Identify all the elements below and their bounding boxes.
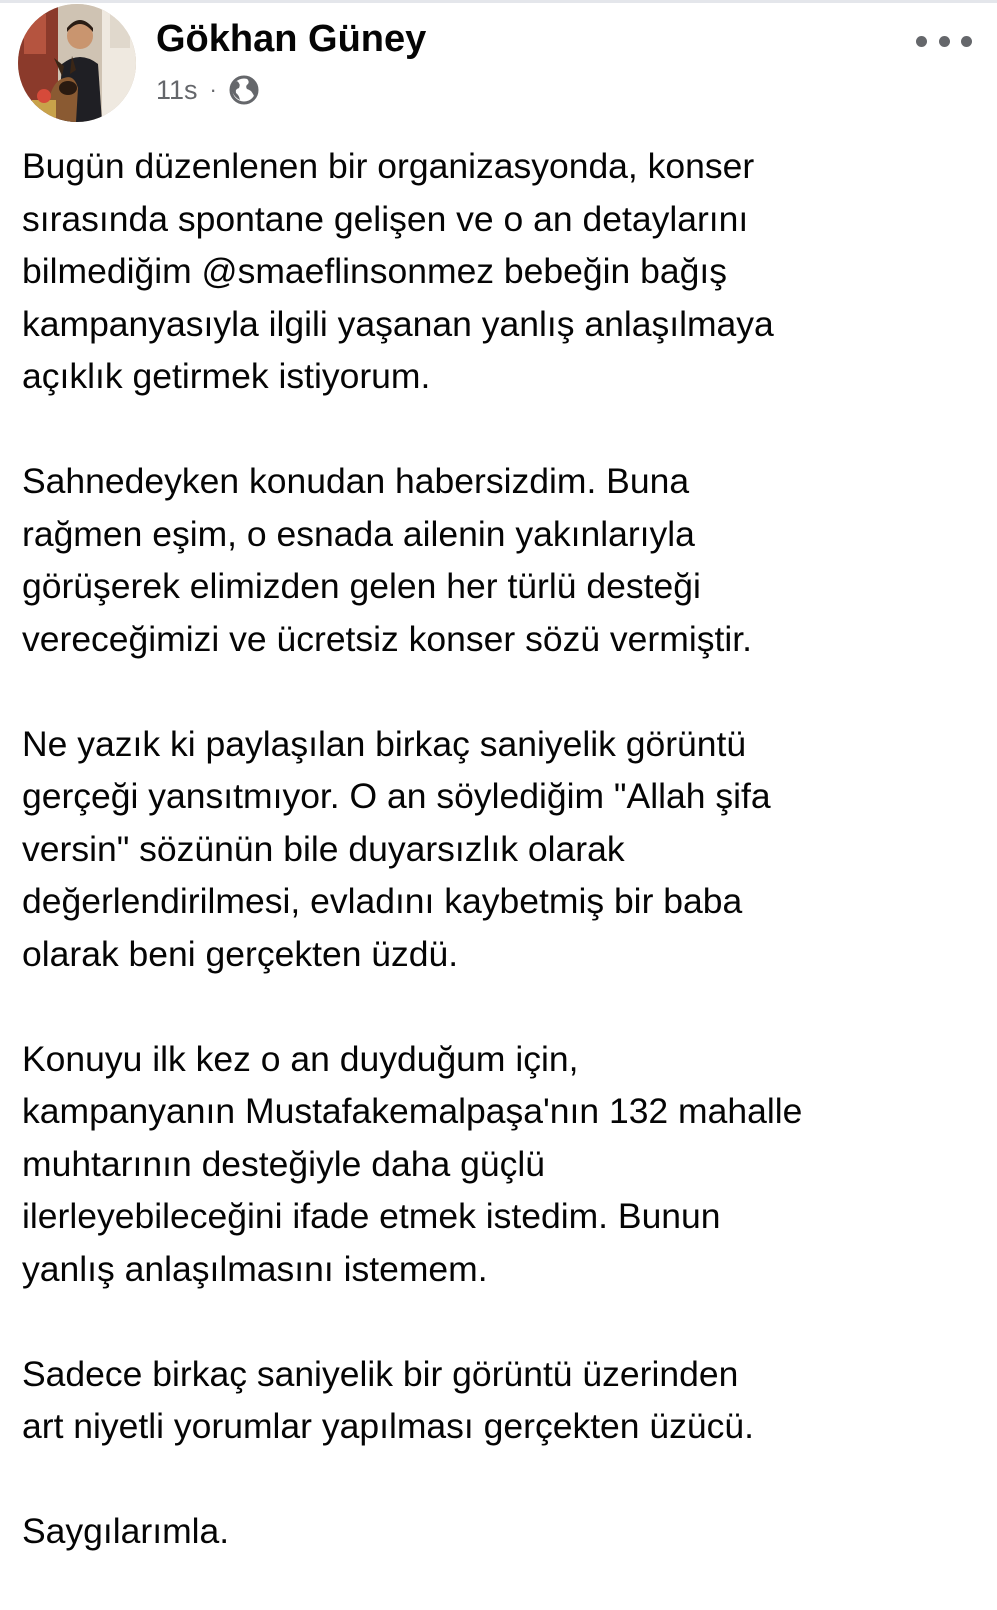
author-name[interactable]: Gökhan Güney — [156, 18, 427, 60]
text-line: kampanyasıyla ilgili yaşanan yanlış anlaşılmaya — [22, 303, 774, 344]
post-paragraph — [22, 140, 972, 403]
more-dot-icon — [916, 36, 927, 47]
text-line: muhtarının desteğiyle daha güçlü — [22, 1143, 545, 1184]
text-line: sırasında spontane gelişen ve o an detaylarını — [22, 198, 749, 239]
text-line: art niyetli yorumlar yapılması gerçekten üzücü. — [22, 1406, 754, 1446]
text-line: kampanyanın Mustafakemalpaşa'nın 132 mahalle — [22, 1091, 803, 1131]
post-header — [18, 4, 978, 122]
text-line: bilmediğim @smaeflinsonmez bebeğin bağış — [22, 251, 727, 291]
post-paragraph — [22, 1033, 972, 1296]
more-options-button[interactable] — [916, 26, 972, 56]
text-line: olarak beni gerçekten üzdü. — [22, 933, 459, 974]
post-paragraph — [22, 718, 972, 981]
avatar[interactable] — [18, 4, 136, 122]
text-line: ilerleyebileceğini ifade etmek istedim. Bunun — [22, 1196, 721, 1236]
text-line: vereceğimizi ve ücretsiz konser sözü vermiştir. — [22, 618, 752, 659]
text-line: Bugün düzenlenen bir organizasyonda, konser — [22, 146, 755, 186]
meta-separator: · — [209, 77, 217, 102]
post-paragraph — [22, 1505, 972, 1558]
more-dot-icon — [961, 36, 972, 47]
post-timestamp[interactable]: 11s — [156, 74, 198, 105]
text-line: Saygılarımla. — [22, 1511, 230, 1551]
text-line: Ne yazık ki paylaşılan birkaç saniyelik görüntü — [22, 723, 747, 764]
post-paragraph — [22, 1348, 972, 1453]
more-dot-icon — [939, 36, 950, 47]
text-line: gerçeği yansıtmıyor. O an söylediğim "Allah şifa — [22, 776, 771, 816]
text-line: Konuyu ilk kez o an duyduğum için, — [22, 1038, 579, 1079]
text-line: değerlendirilmesi, evladını kaybetmiş bir baba — [22, 881, 743, 921]
text-line: versin" sözünün bile duyarsızlık olarak — [22, 828, 625, 869]
post-body — [22, 140, 972, 1610]
text-line: açıklık getirmek istiyorum. — [22, 356, 431, 396]
globe-icon[interactable] — [229, 75, 259, 105]
text-line: yanlış anlaşılmasını istemem. — [22, 1248, 488, 1289]
post-paragraph — [22, 455, 972, 665]
text-line: rağmen eşim, o esnada ailenin yakınlarıyla — [22, 513, 695, 554]
text-line: görüşerek elimizden gelen her türlü desteği — [22, 566, 701, 606]
top-divider — [0, 0, 997, 3]
text-line: Sadece birkaç saniyelik bir görüntü üzerinden — [22, 1353, 739, 1394]
profile-photo-icon — [18, 4, 136, 122]
post-meta — [156, 72, 259, 108]
text-line: Sahnedeyken konudan habersizdim. Buna — [22, 461, 690, 501]
